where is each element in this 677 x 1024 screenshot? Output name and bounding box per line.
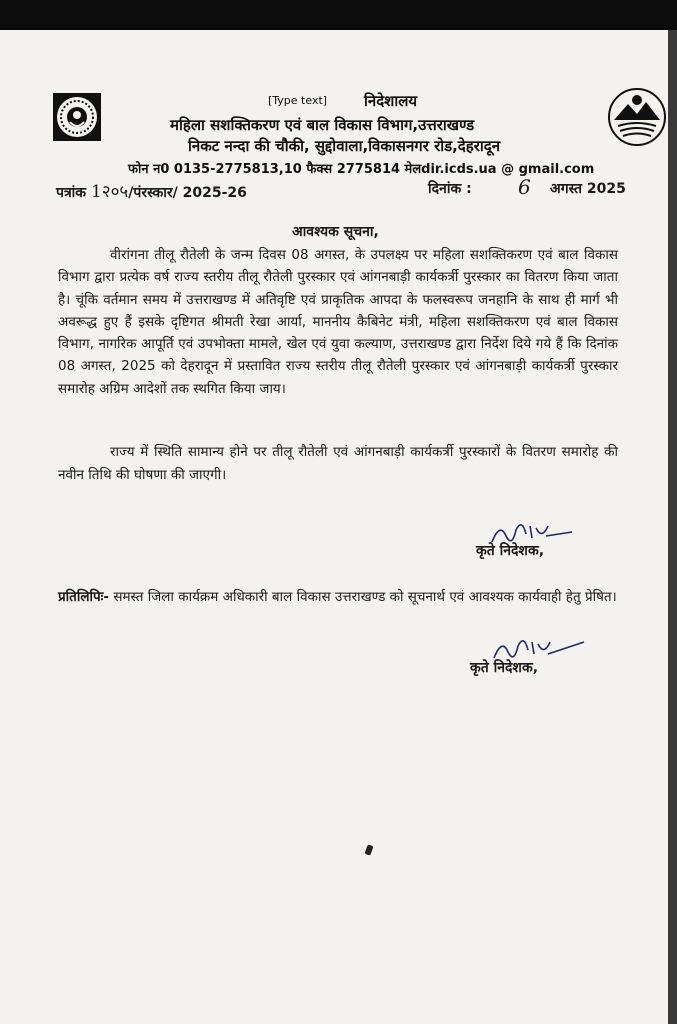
date-label: दिनांक : xyxy=(428,181,472,197)
top-dark-bar xyxy=(0,0,677,30)
notice-subject: आवश्यक सूचना, xyxy=(292,224,379,240)
page-right-edge xyxy=(668,30,677,1024)
signature-block-2: कृते निदेशक, xyxy=(470,660,539,676)
directorate-title: निदेशालय xyxy=(364,92,418,110)
copy-to-block xyxy=(58,586,623,608)
notice-body-paragraph-1: वीरांगना तीलू रौतेली के जन्म दिवस 08 अगस्त, के उपलक्ष्य पर महिला सशक्तिकरण एवं बाल विकास विभाग द्वारा प्रत्येक वर्ष राज्य स्तरीय तीलू रौतेली पुरस्कार एवं आंगनबाड़ी कार्यकर्त्री पुरस्कार का वितरण किया जाता है। चूंकि वर्तमान समय में उत्तराखण्ड में अतिवृष्टि एवं प्राकृतिक आपदा के फलस्वरूप जनहानि के साथ ही मार्ग भी अवरूद्ध हुए हैं इसके दृष्टिगत श्रीमती रेखा आर्या, माननीय कैबिनेट मंत्री, महिला सशक्तिकरण एवं बाल विकास विभाग, नागरिक आपूर्ति एवं उपभोक्ता मामले, खेल एवं युवा कल्याण, उत्तराखण्ड द्वारा निर्देश दिये गये हैं कि दिनांक 08 अगस्त, 2025 को देहरादून में प्रस्तावित राज्य स्तरीय तीलू रौतेली पुरस्कार एवं आंगनबाड़ी कार्यकर्त्री पुरस्कार समारोह अग्रिम आदेशों तक स्थगित किया जाय। xyxy=(58,247,618,397)
department-name: महिला सशक्तिकरण एवं बाल विकास विभाग,उत्तराखण्ड xyxy=(170,116,475,134)
copy-to-label: प्रतिलिपिः- xyxy=(58,589,110,605)
date-month-year: अगस्त 2025 xyxy=(550,181,626,197)
notice-body-paragraph-2: राज्य में स्थिति सामान्य होने पर तीलू रौतेली एवं आंगनबाड़ी कार्यकर्त्री पुरस्कारों के वितरण समारोह की नवीन तिथि की घोषणा की जाएगी। xyxy=(58,444,618,483)
department-emblem-icon xyxy=(52,92,102,142)
state-emblem-icon xyxy=(606,86,668,148)
copy-to-text: समस्त जिला कार्यक्रम अधिकारी बाल विकास उत्तराखण्ड को सूचनार्थ एवं आवश्यक कार्यवाही हेतु प्रेषित। xyxy=(113,589,617,605)
type-text-placeholder: [Type text] xyxy=(268,94,328,107)
signature-block-1: कृते निदेशक, xyxy=(476,543,545,559)
letter-number xyxy=(56,179,247,202)
office-address: निकट नन्दा की चौकी, सुद्दोवाला,विकासनगर रोड,देहरादून xyxy=(188,137,501,155)
letter-number-section: /पंरस्कार/ 2025-26 xyxy=(128,185,247,201)
contact-line: फोन न0 0135-2775813,10 फैक्स 2775814 मेलdir.icds.ua @ gmail.com xyxy=(128,162,595,177)
letter-number-handwritten: 1२०५ xyxy=(90,182,129,202)
letter-number-label: पत्रांक xyxy=(56,185,87,201)
date-day-handwritten: 6 xyxy=(518,175,531,199)
